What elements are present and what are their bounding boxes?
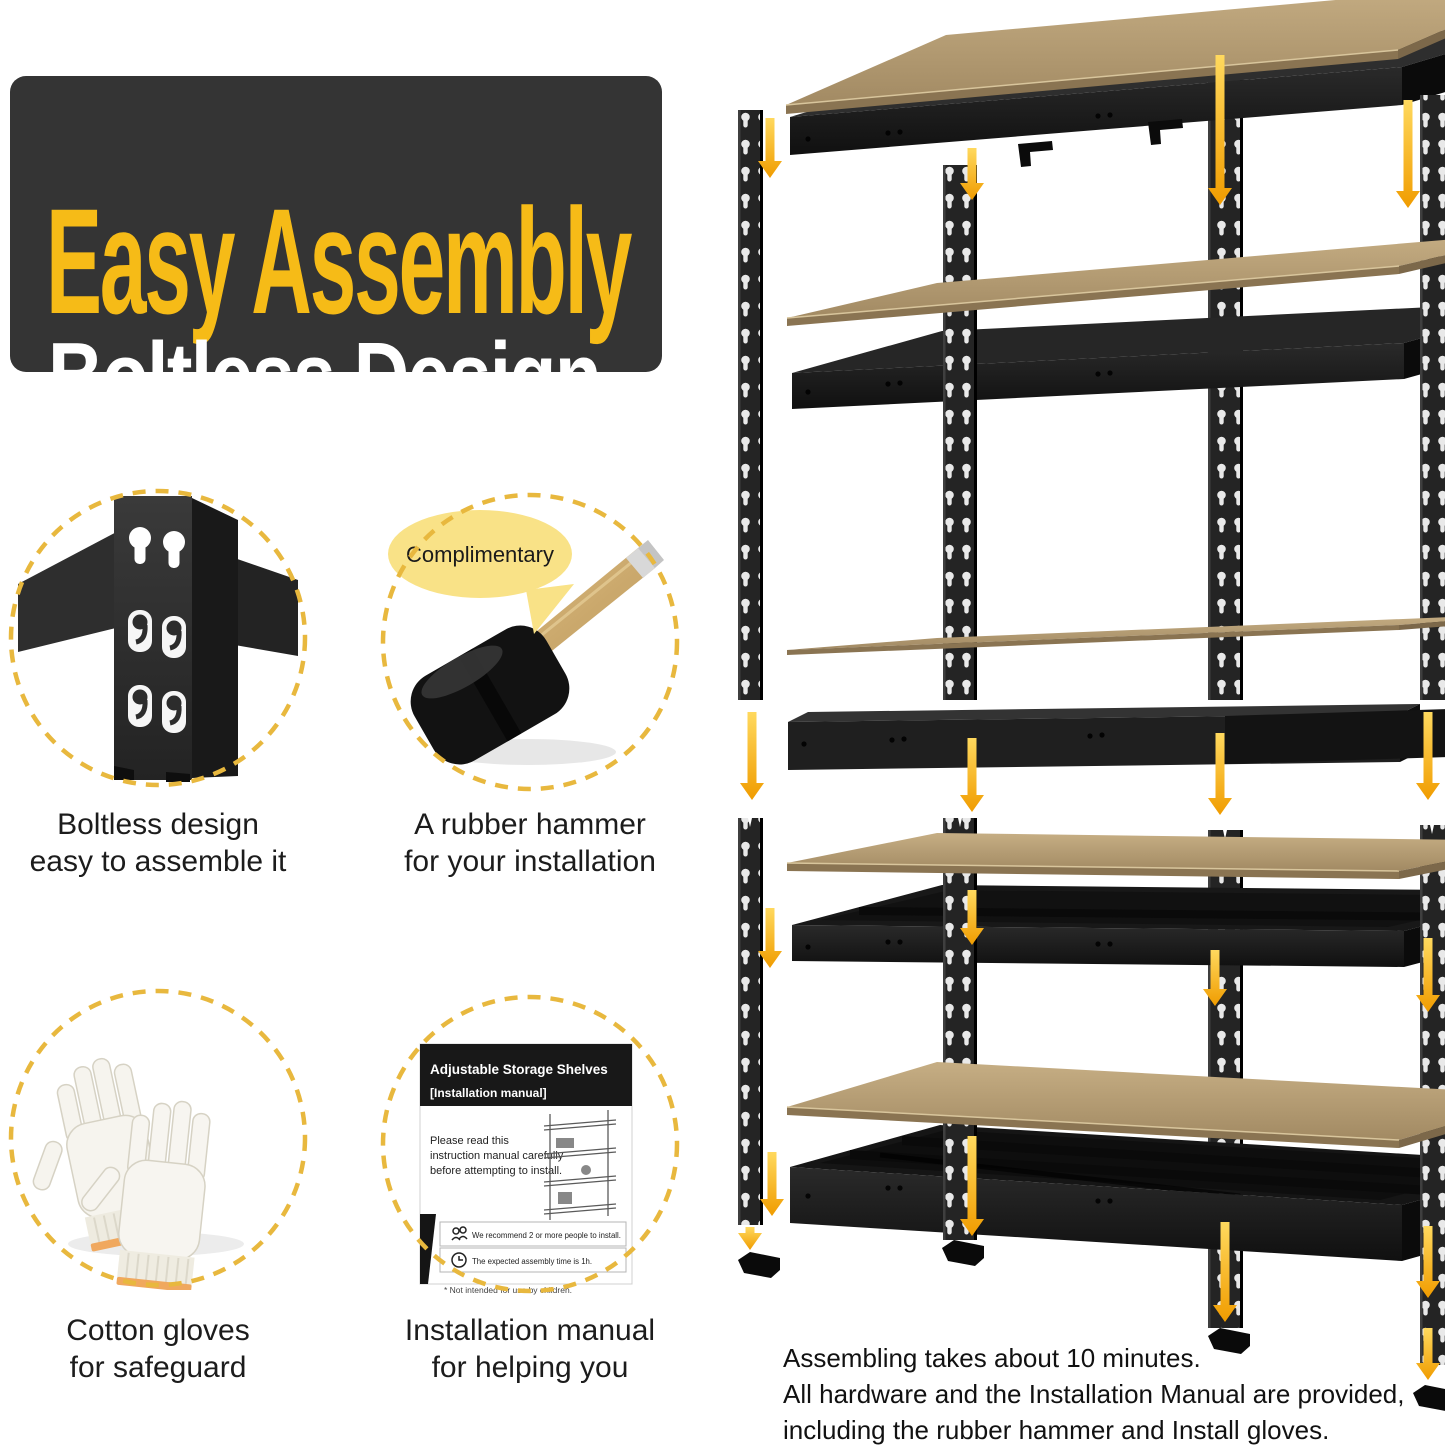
side-beam <box>788 704 1445 770</box>
caption-line: Cotton gloves <box>66 1314 250 1347</box>
down-arrow-icon <box>1396 100 1420 208</box>
manual-footnote: * Not intended for use by children. <box>444 1285 573 1295</box>
title-boltless-design: Boltless Design <box>48 323 601 430</box>
shelf-frame-4 <box>790 1125 1445 1261</box>
manual-title: Adjustable Storage Shelves <box>430 1062 608 1077</box>
manual-subtitle: [Installation manual] <box>430 1086 547 1100</box>
cotton-gloves-photo <box>6 986 310 1290</box>
bracket-hook <box>1148 119 1183 145</box>
manual-note-text: The expected assembly time is 1h. <box>472 1257 593 1266</box>
speech-bubble <box>388 510 574 634</box>
assembly-note-line: Assembling takes about 10 minutes. <box>783 1343 1201 1373</box>
caption-line: A rubber hammer <box>414 808 646 841</box>
wood-board-3 <box>787 613 1445 655</box>
title-card <box>10 76 662 430</box>
manual-body-line: instruction manual carefully <box>430 1150 564 1162</box>
title-easy-assembly: Easy Assembly <box>46 177 631 345</box>
shelf-frame-3 <box>792 885 1445 967</box>
manual-note-row <box>440 1248 626 1272</box>
foot-cap <box>942 1240 984 1266</box>
manual-note-row <box>440 1222 626 1246</box>
boltless-corner-photo <box>6 486 310 790</box>
manual-note-text: We recommend 2 or more people to install. <box>472 1231 621 1240</box>
caption-manual <box>378 1312 682 1386</box>
rubber-hammer-photo <box>378 490 682 794</box>
down-arrow-icon <box>738 1227 762 1250</box>
caption-gloves <box>6 1312 310 1386</box>
post-side-face <box>192 498 238 778</box>
exploded-shelf-diagram <box>720 0 1445 1453</box>
corner-post-front-left-upper <box>943 165 977 700</box>
caption-hammer <box>378 806 682 880</box>
wood-board-4 <box>787 833 1445 879</box>
bubble-label: Complimentary <box>406 542 554 567</box>
assembly-note-line: including the rubber hammer and Install gloves. <box>783 1415 1330 1445</box>
corner-post-detached-left-upper <box>738 110 763 700</box>
foot-cap <box>738 1252 780 1278</box>
caption-line: easy to assemble it <box>29 845 287 878</box>
bracket-hook <box>1018 141 1053 167</box>
installation-manual-photo <box>378 992 682 1296</box>
assembly-note <box>783 1340 1445 1448</box>
wood-board-5 <box>787 1062 1445 1148</box>
caption-line: for your installation <box>404 845 656 878</box>
manual-body-line: Please read this <box>430 1135 509 1147</box>
down-arrow-icon <box>740 712 764 800</box>
caption-line: for helping you <box>431 1351 629 1384</box>
manual-body-line: before attempting to install. <box>430 1165 563 1177</box>
corner-post-detached-left-lower <box>738 818 763 1225</box>
caption-line: Boltless design <box>57 808 259 841</box>
assembly-note-line: All hardware and the Installation Manual are provided, <box>783 1379 1405 1409</box>
shelf-wing-left <box>18 528 124 652</box>
caption-line: for safeguard <box>69 1351 247 1384</box>
caption-boltless <box>6 806 310 880</box>
caption-line: Installation manual <box>404 1314 656 1347</box>
down-arrow-icon <box>760 1152 784 1216</box>
corner-post-detached-right-upper <box>1420 95 1445 700</box>
